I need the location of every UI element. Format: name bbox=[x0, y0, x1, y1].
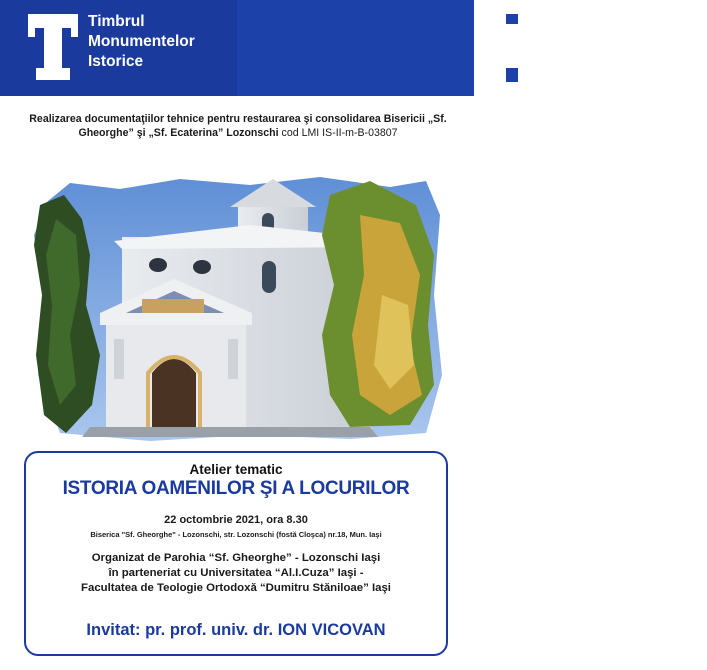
project-description-bold: Realizarea documentaţiilor tehnice pentru restaurarea şi consolidarea Bisericii „Sf. Gheorghe” şi „Sf. Ecaterina” Lozonschi bbox=[29, 113, 447, 139]
event-type-label: Atelier tematic bbox=[189, 462, 283, 477]
institut-line-2: Patrimoniului bbox=[547, 32, 643, 49]
timbru-panel bbox=[0, 0, 237, 96]
organizer-line-2: în parteneriat cu Universitatea “Al.I.Cuza” Iaşi - bbox=[108, 567, 364, 579]
organizer-line-1: Organizat de Parohia “Sf. Gheorghe” - Lozonschi Iaşi bbox=[91, 552, 381, 564]
ministry-label: Ministerul Culturii bbox=[547, 67, 652, 80]
monument-t-logo-icon bbox=[28, 14, 78, 80]
event-title: ISTORIA OAMENILOR ŞI A LOCURILOR bbox=[62, 478, 410, 499]
organizer-line-3: Facultatea de Teologie Ortodoxă “Dumitru Stăniloae” Iaşi bbox=[81, 582, 391, 594]
institut-panel bbox=[237, 0, 691, 96]
timbru-title bbox=[88, 12, 233, 72]
event-info-box bbox=[24, 451, 448, 656]
timbru-line-1: Timbrul bbox=[88, 13, 145, 30]
timbru-line-3: Istorice bbox=[88, 53, 144, 70]
institut-line-1: Institutul Național al bbox=[547, 13, 691, 30]
diamond-frame-logo-icon bbox=[482, 14, 542, 82]
guest-speaker: Invitat: pr. prof. univ. dr. ION VICOVAN bbox=[86, 621, 386, 639]
header-banner bbox=[0, 0, 691, 96]
event-address: Biserica "Sf. Gheorghe" - Lozonschi, str. Lozonschi (fostă Cloşca) nr.18, Mun. Iaşi bbox=[90, 530, 382, 539]
timbru-line-2: Monumentelor bbox=[88, 33, 195, 50]
event-date: 22 octombrie 2021, ora 8.30 bbox=[164, 514, 308, 526]
church-photo bbox=[30, 175, 444, 443]
institut-title bbox=[547, 12, 707, 50]
lmi-code: cod LMI IS-II-m-B-03807 bbox=[278, 127, 398, 139]
organizers bbox=[26, 551, 446, 596]
project-description bbox=[28, 112, 448, 140]
